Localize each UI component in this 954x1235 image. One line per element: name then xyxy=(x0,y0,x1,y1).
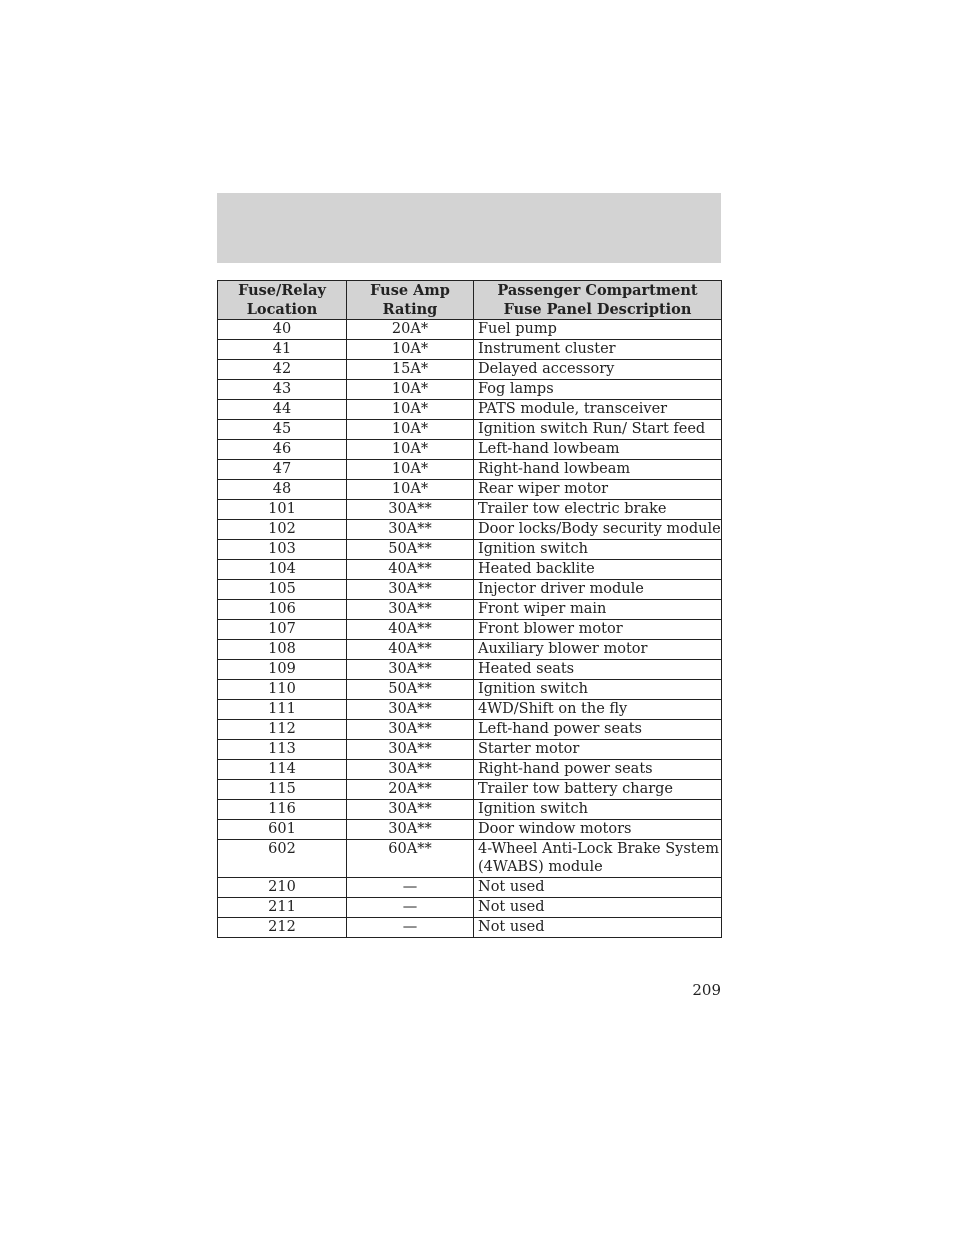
cell-rating: 10A* xyxy=(347,340,474,360)
cell-location: 48 xyxy=(218,480,347,500)
cell-location: 102 xyxy=(218,520,347,540)
cell-location: 40 xyxy=(218,320,347,340)
cell-rating: 30A** xyxy=(347,800,474,820)
table-row xyxy=(218,640,722,660)
table-row xyxy=(218,420,722,440)
table-row xyxy=(218,660,722,680)
cell-rating: 40A** xyxy=(347,620,474,640)
cell-description: Not used xyxy=(474,918,722,938)
cell-rating: 40A** xyxy=(347,640,474,660)
cell-location: 108 xyxy=(218,640,347,660)
cell-rating: 10A* xyxy=(347,480,474,500)
cell-rating: 10A* xyxy=(347,400,474,420)
cell-location: 43 xyxy=(218,380,347,400)
cell-rating: 40A** xyxy=(347,560,474,580)
cell-description: Heated backlite xyxy=(474,560,722,580)
table-row xyxy=(218,560,722,580)
table-body xyxy=(218,320,722,938)
column-header-location: Fuse/Relay Location xyxy=(218,281,347,320)
cell-location: 104 xyxy=(218,560,347,580)
cell-location: 47 xyxy=(218,460,347,480)
cell-rating: 20A** xyxy=(347,780,474,800)
cell-location: 602 xyxy=(218,840,347,878)
cell-rating: 50A** xyxy=(347,680,474,700)
cell-description: Not used xyxy=(474,878,722,898)
cell-rating: — xyxy=(347,918,474,938)
cell-description: Ignition switch Run/ Start feed xyxy=(474,420,722,440)
cell-rating: 50A** xyxy=(347,540,474,560)
table-row xyxy=(218,520,722,540)
table-row xyxy=(218,460,722,480)
page-number: 209 xyxy=(692,981,721,999)
cell-location: 212 xyxy=(218,918,347,938)
cell-description: Injector driver module xyxy=(474,580,722,600)
column-header-description: Passenger Compartment Fuse Panel Description xyxy=(474,281,722,320)
cell-rating: 30A** xyxy=(347,600,474,620)
cell-rating: 20A* xyxy=(347,320,474,340)
cell-description: Door locks/Body security module xyxy=(474,520,722,540)
table-row xyxy=(218,760,722,780)
table-row xyxy=(218,440,722,460)
cell-description: Right-hand power seats xyxy=(474,760,722,780)
cell-description: Delayed accessory xyxy=(474,360,722,380)
section-header-band xyxy=(217,193,721,263)
cell-description: 4-Wheel Anti-Lock Brake System (4WABS) module xyxy=(474,840,722,878)
table-row xyxy=(218,340,722,360)
cell-rating: 30A** xyxy=(347,820,474,840)
table-row xyxy=(218,820,722,840)
cell-rating: 30A** xyxy=(347,660,474,680)
cell-description: Right-hand lowbeam xyxy=(474,460,722,480)
cell-location: 103 xyxy=(218,540,347,560)
table-row xyxy=(218,800,722,820)
table-row xyxy=(218,840,722,878)
cell-rating: — xyxy=(347,878,474,898)
table-row xyxy=(218,780,722,800)
cell-description: Ignition switch xyxy=(474,800,722,820)
cell-description: Front blower motor xyxy=(474,620,722,640)
cell-rating: 10A* xyxy=(347,440,474,460)
table-row xyxy=(218,898,722,918)
cell-description: Trailer tow electric brake xyxy=(474,500,722,520)
cell-location: 107 xyxy=(218,620,347,640)
cell-location: 211 xyxy=(218,898,347,918)
table-row xyxy=(218,600,722,620)
cell-description: 4WD/Shift on the fly xyxy=(474,700,722,720)
table-row xyxy=(218,580,722,600)
cell-rating: 30A** xyxy=(347,720,474,740)
cell-description: PATS module, transceiver xyxy=(474,400,722,420)
table-row xyxy=(218,740,722,760)
cell-description: Door window motors xyxy=(474,820,722,840)
cell-description: Ignition switch xyxy=(474,680,722,700)
table-row xyxy=(218,720,722,740)
cell-location: 113 xyxy=(218,740,347,760)
table-row xyxy=(218,620,722,640)
cell-description: Ignition switch xyxy=(474,540,722,560)
table-row xyxy=(218,500,722,520)
column-header-rating: Fuse Amp Rating xyxy=(347,281,474,320)
cell-description: Instrument cluster xyxy=(474,340,722,360)
fuse-table xyxy=(217,280,722,938)
table-row xyxy=(218,918,722,938)
cell-description: Left-hand lowbeam xyxy=(474,440,722,460)
cell-location: 601 xyxy=(218,820,347,840)
cell-location: 41 xyxy=(218,340,347,360)
cell-rating: 30A** xyxy=(347,500,474,520)
cell-location: 106 xyxy=(218,600,347,620)
cell-description: Front wiper main xyxy=(474,600,722,620)
cell-rating: 30A** xyxy=(347,520,474,540)
table-row xyxy=(218,320,722,340)
cell-location: 112 xyxy=(218,720,347,740)
cell-rating: 10A* xyxy=(347,420,474,440)
cell-rating: 15A* xyxy=(347,360,474,380)
cell-rating: 30A** xyxy=(347,700,474,720)
cell-location: 42 xyxy=(218,360,347,380)
cell-rating: 10A* xyxy=(347,380,474,400)
cell-description: Heated seats xyxy=(474,660,722,680)
cell-rating: 10A* xyxy=(347,460,474,480)
cell-location: 210 xyxy=(218,878,347,898)
cell-location: 114 xyxy=(218,760,347,780)
cell-description: Fog lamps xyxy=(474,380,722,400)
table-header-row xyxy=(218,281,722,320)
table-row xyxy=(218,700,722,720)
cell-location: 105 xyxy=(218,580,347,600)
table-row xyxy=(218,540,722,560)
table-row xyxy=(218,480,722,500)
cell-rating: 60A** xyxy=(347,840,474,878)
cell-description: Starter motor xyxy=(474,740,722,760)
cell-rating: 30A** xyxy=(347,740,474,760)
table-row xyxy=(218,680,722,700)
table-row xyxy=(218,400,722,420)
cell-description: Fuel pump xyxy=(474,320,722,340)
table-row xyxy=(218,360,722,380)
cell-location: 109 xyxy=(218,660,347,680)
cell-rating: 30A** xyxy=(347,580,474,600)
cell-description: Trailer tow battery charge xyxy=(474,780,722,800)
cell-description: Not used xyxy=(474,898,722,918)
cell-description: Auxiliary blower motor xyxy=(474,640,722,660)
table-row xyxy=(218,380,722,400)
cell-location: 111 xyxy=(218,700,347,720)
cell-description: Rear wiper motor xyxy=(474,480,722,500)
table-row xyxy=(218,878,722,898)
cell-location: 115 xyxy=(218,780,347,800)
cell-location: 44 xyxy=(218,400,347,420)
cell-location: 101 xyxy=(218,500,347,520)
cell-location: 45 xyxy=(218,420,347,440)
cell-location: 116 xyxy=(218,800,347,820)
cell-description: Left-hand power seats xyxy=(474,720,722,740)
cell-rating: — xyxy=(347,898,474,918)
cell-location: 46 xyxy=(218,440,347,460)
cell-rating: 30A** xyxy=(347,760,474,780)
cell-location: 110 xyxy=(218,680,347,700)
